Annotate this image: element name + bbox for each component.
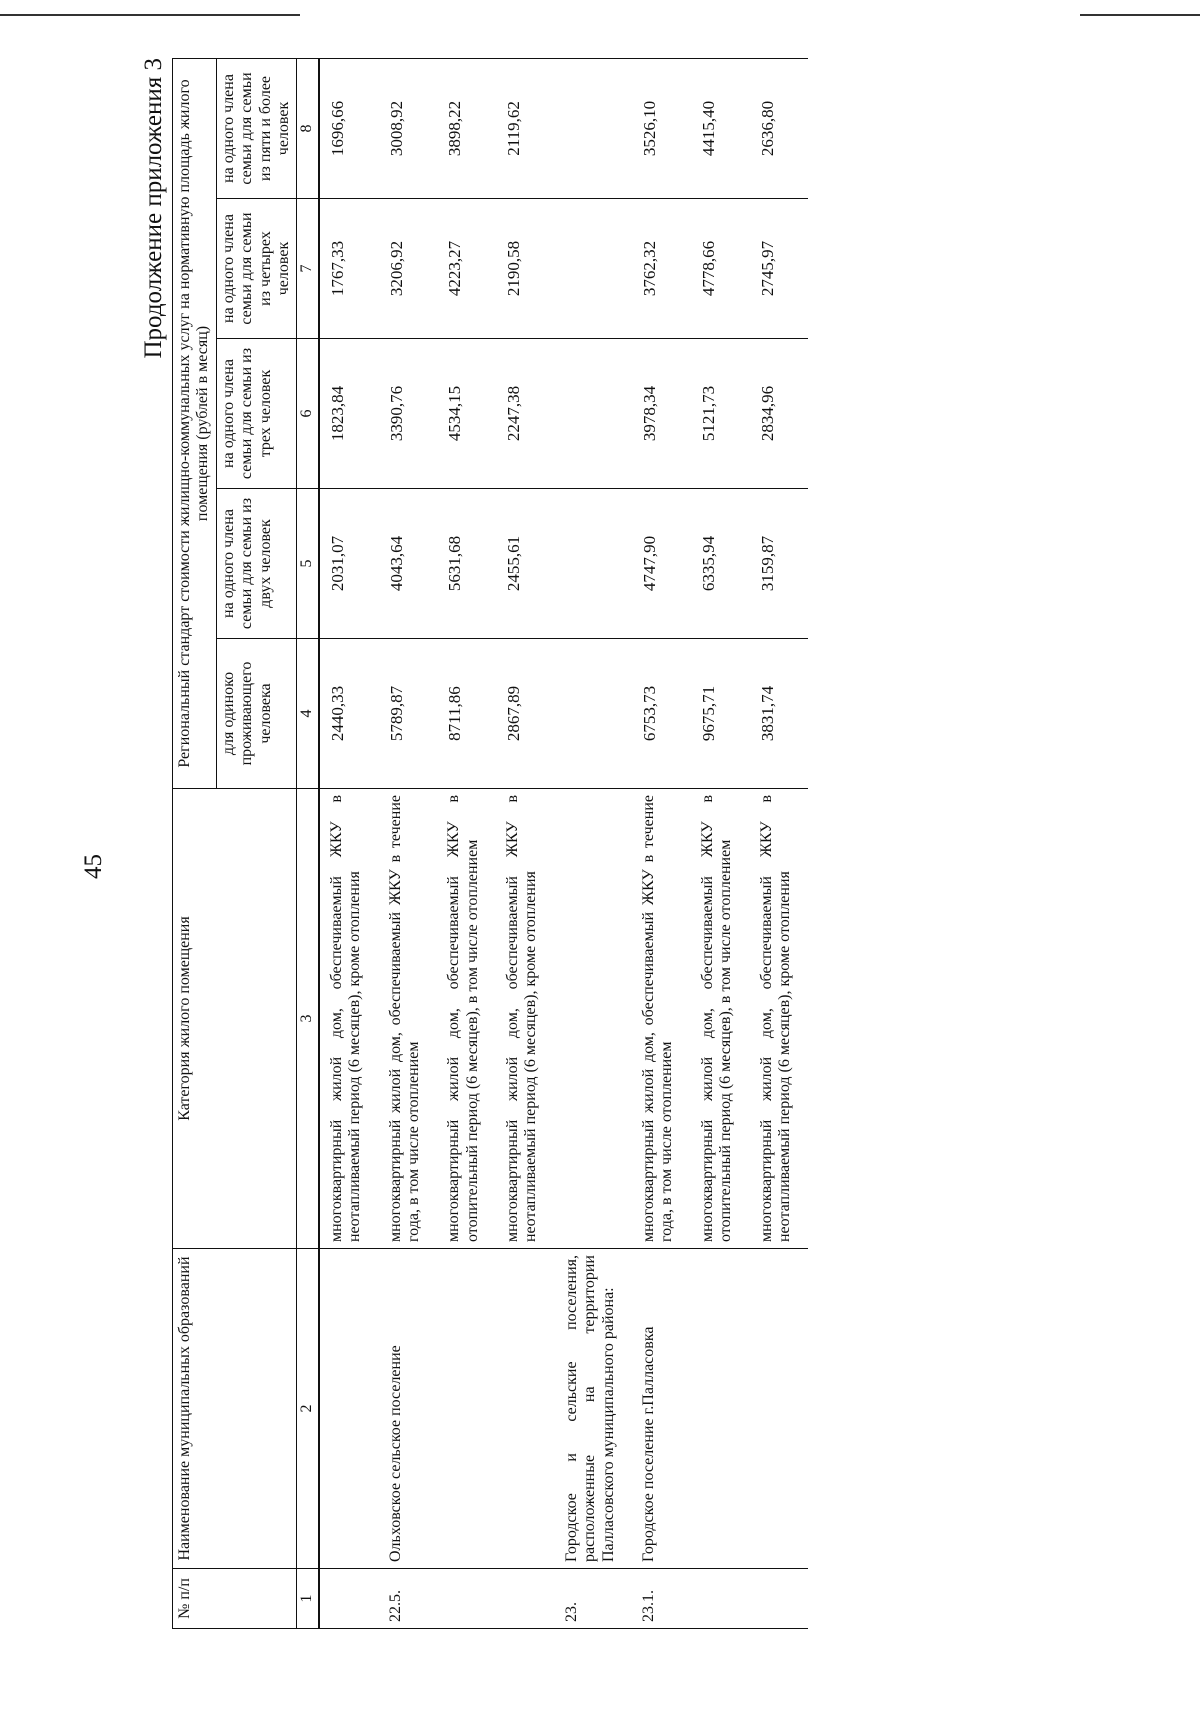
row-num (437, 1569, 496, 1629)
row-category: многоквартирный жилой дом, обеспечиваемый ЖКУ в отопительный период (6 месяцев), в том числе отоплением (437, 789, 496, 1249)
row-municipality (496, 1249, 555, 1569)
row-value: 4778,66 (691, 199, 750, 339)
row-num: 22.5. (379, 1569, 438, 1629)
column-number: 4 (297, 639, 319, 789)
header-col5: на одного члена семьи для семьи из двух человек (216, 489, 297, 639)
column-number: 5 (297, 489, 319, 639)
row-value: 9675,71 (691, 639, 750, 789)
table-row (632, 58, 691, 1628)
row-value: 4747,90 (632, 489, 691, 639)
row-municipality (437, 1249, 496, 1569)
row-category (555, 789, 632, 1249)
table-row (496, 58, 555, 1628)
row-value: 3978,34 (632, 339, 691, 489)
row-value: 3008,92 (379, 58, 438, 198)
column-number-row (297, 58, 319, 1628)
header-row (173, 58, 217, 1628)
row-value: 3898,22 (437, 58, 496, 198)
row-num (319, 1569, 379, 1629)
header-num: № п/п (173, 1569, 297, 1629)
row-num (496, 1569, 555, 1629)
column-number: 6 (297, 339, 319, 489)
row-value: 3762,32 (632, 199, 691, 339)
row-municipality: Городское поселение г.Палласовка (632, 1249, 691, 1569)
row-municipality (319, 1249, 379, 1569)
header-category: Категория жилого помещения (173, 789, 297, 1249)
row-value: 3831,74 (750, 639, 809, 789)
row-value: 2031,07 (319, 489, 379, 639)
row-value: 4223,27 (437, 199, 496, 339)
row-value: 2440,33 (319, 639, 379, 789)
row-value: 6753,73 (632, 639, 691, 789)
row-value (555, 339, 632, 489)
row-value: 3390,76 (379, 339, 438, 489)
header-col7: на одного члена семьи для семьи из четырех человек (216, 199, 297, 339)
column-number: 3 (297, 789, 319, 1249)
row-municipality (750, 1249, 809, 1569)
row-value: 2834,96 (750, 339, 809, 489)
header-col8: на одного члена семьи для семьи из пяти и более человек (216, 58, 297, 198)
row-value: 2636,80 (750, 58, 809, 198)
row-value (555, 58, 632, 198)
row-value: 2190,58 (496, 199, 555, 339)
row-value: 4415,40 (691, 58, 750, 198)
table-row (555, 58, 632, 1628)
row-value (555, 639, 632, 789)
row-value: 3206,92 (379, 199, 438, 339)
header-municipality: Наименование муниципальных образований (173, 1249, 297, 1569)
row-municipality (691, 1249, 750, 1569)
header-col6: на одного члена семьи для семьи из трех человек (216, 339, 297, 489)
row-value: 2247,38 (496, 339, 555, 489)
header-standard: Региональный стандарт стоимости жилищно-коммунальных услуг на нормативную площадь жилого помещения (рублей в месяц) (173, 58, 217, 788)
row-category: многоквартирный жилой дом, обеспечиваемый ЖКУ в неотапливаемый период (6 месяцев), кроме отопления (319, 789, 379, 1249)
row-value: 4534,15 (437, 339, 496, 489)
column-number: 8 (297, 58, 319, 198)
row-num (750, 1569, 809, 1629)
row-category: многоквартирный жилой дом, обеспечиваемый ЖКУ в неотапливаемый период (6 месяцев), кроме отопления (750, 789, 809, 1249)
column-number: 2 (297, 1249, 319, 1569)
row-category: многоквартирный жилой дом, обеспечиваемый ЖКУ в течение года, в том числе отоплением (379, 789, 438, 1249)
row-value: 1823,84 (319, 339, 379, 489)
row-value: 1696,66 (319, 58, 379, 198)
row-category: многоквартирный жилой дом, обеспечиваемый ЖКУ в неотапливаемый период (6 месяцев), кроме отопления (496, 789, 555, 1249)
row-value: 2455,61 (496, 489, 555, 639)
table-row (437, 58, 496, 1628)
row-value: 4043,64 (379, 489, 438, 639)
standards-table (172, 58, 808, 1629)
table-row (319, 58, 379, 1628)
row-value (555, 199, 632, 339)
row-value: 1767,33 (319, 199, 379, 339)
row-municipality: Ольховское сельское поселение (379, 1249, 438, 1569)
row-value: 3526,10 (632, 58, 691, 198)
row-value: 3159,87 (750, 489, 809, 639)
row-value: 2119,62 (496, 58, 555, 198)
continuation-title: Продолжение приложения 3 (140, 58, 167, 359)
header-col4: для одиноко проживающего человека (216, 639, 297, 789)
page-number: 45 (80, 854, 107, 879)
row-value: 2745,97 (750, 199, 809, 339)
row-value: 5121,73 (691, 339, 750, 489)
row-value: 8711,86 (437, 639, 496, 789)
column-number: 1 (297, 1569, 319, 1629)
row-category: многоквартирный жилой дом, обеспечиваемый ЖКУ в течение года, в том числе отоплением (632, 789, 691, 1249)
row-value: 6335,94 (691, 489, 750, 639)
row-value (555, 489, 632, 639)
table-row (379, 58, 438, 1628)
row-value: 5789,87 (379, 639, 438, 789)
row-num: 23.1. (632, 1569, 691, 1629)
row-num (691, 1569, 750, 1629)
table-row (691, 58, 750, 1628)
row-value: 5631,68 (437, 489, 496, 639)
row-value: 2867,89 (496, 639, 555, 789)
row-municipality: Городское и сельские поселения, расположенные на территории Палласовского муниципального района: (555, 1249, 632, 1569)
row-category: многоквартирный жилой дом, обеспечиваемый ЖКУ в отопительный период (6 месяцев), в том числе отоплением (691, 789, 750, 1249)
column-number: 7 (297, 199, 319, 339)
row-num: 23. (555, 1569, 632, 1629)
table-row (750, 58, 809, 1628)
